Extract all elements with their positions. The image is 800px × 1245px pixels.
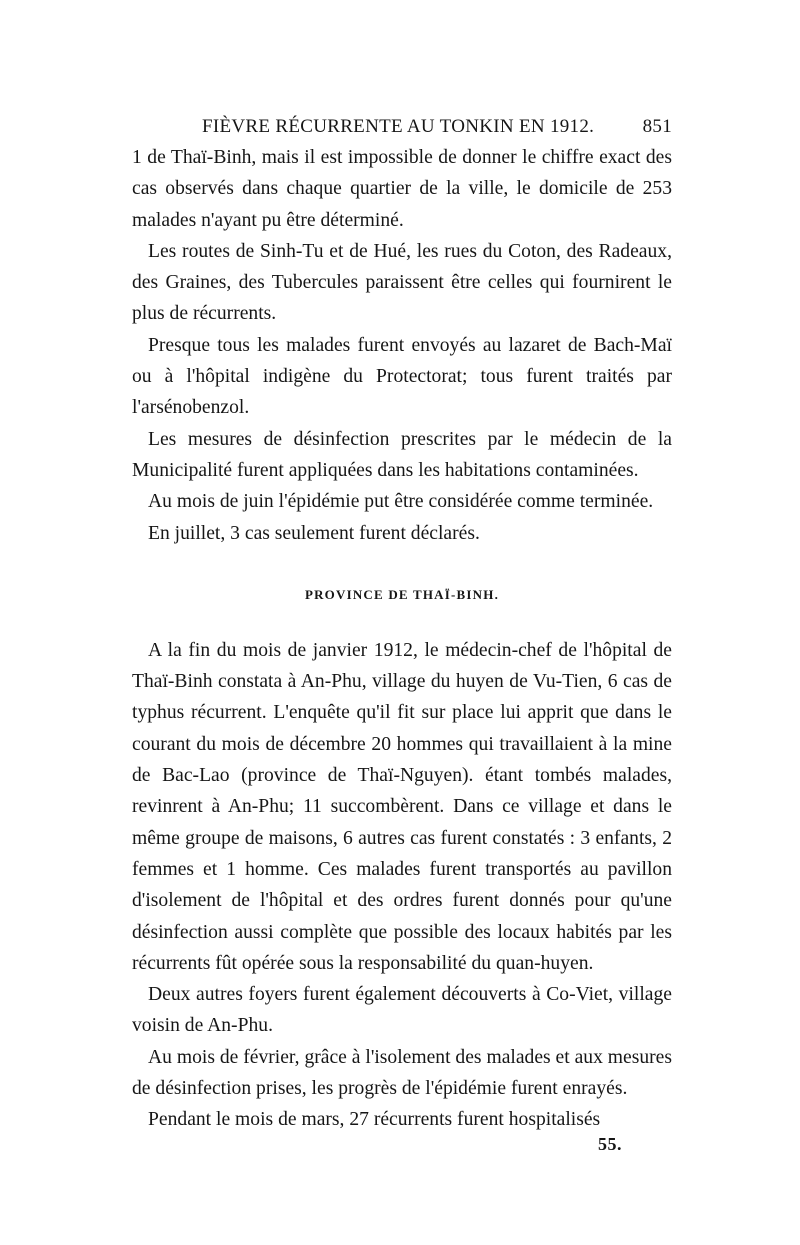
- paragraph: 1 de Thaï-Binh, mais il est impossible de donner le chiffre exact des cas observés dans chaque quartier de la ville, le domicile de 253 malades n'ayant pu être déterminé.: [132, 147, 672, 231]
- paragraph: En juillet, 3 cas seulement furent déclarés.: [148, 522, 480, 544]
- paragraph: Presque tous les malades furent envoyés au lazaret de Bach-Maï ou à l'hôpital indigène du Protectorat; tous furent traités par l'arsénobenzol.: [132, 334, 672, 419]
- section-heading: PROVINCE DE THAÏ-BINH.: [304, 586, 500, 602]
- page-number: 851: [642, 116, 672, 137]
- running-head: [132, 112, 672, 142]
- paragraph: A la fin du mois de janvier 1912, le médecin-chef de l'hôpital de Thaï-Binh constata à An-Phu, village du huyen de Vu-Tien, 6 cas de typhus récurrent. L'enquête qu'il fit sur place lui apprit que dans le courant du mois de décembre 20 hommes qui travaillaient à la mine de Bac-Lao (province de Thaï-Nguyen). étant tombés malades, revinrent à An-Phu; 11 succombèrent. Dans ce village et dans le même groupe de maisons, 6 autres cas furent constatés : 3 enfants, 2 femmes et 1 homme. Ces malades furent transportés au pavillon d'isolement de l'hôpital et des ordres furent donnés pour qu'une désinfection aussi complète que possible des locaux habités par les récurrents fût opérée sous la responsabilité du quan-huyen.: [132, 639, 672, 974]
- page-body: [132, 112, 672, 1136]
- paragraph: Pendant le mois de mars, 27 récurrents furent hospitalisés: [148, 1109, 601, 1131]
- paragraph: Deux autres foyers furent également découverts à Co-Viet, village voisin de An-Phu.: [132, 984, 672, 1037]
- paragraph: Les mesures de désinfection prescrites par le médecin de la Municipalité furent appliquées dans les habitations contaminées.: [132, 428, 672, 481]
- paragraph: Au mois de février, grâce à l'isolement des malades et aux mesures de désinfection prises, les progrès de l'épidémie furent enrayés.: [132, 1046, 672, 1100]
- signature-mark: 55.: [598, 1134, 622, 1154]
- paragraph: Les routes de Sinh-Tu et de Hué, les rues du Coton, des Radeaux, des Graines, des Tubercules paraissent être celles qui fournirent le plus de récurrents.: [132, 240, 672, 325]
- paragraph: Au mois de juin l'épidémie put être considérée comme terminée.: [148, 491, 654, 513]
- running-head-title: FIÈVRE RÉCURRENTE AU TONKIN EN 1912.: [202, 116, 595, 137]
